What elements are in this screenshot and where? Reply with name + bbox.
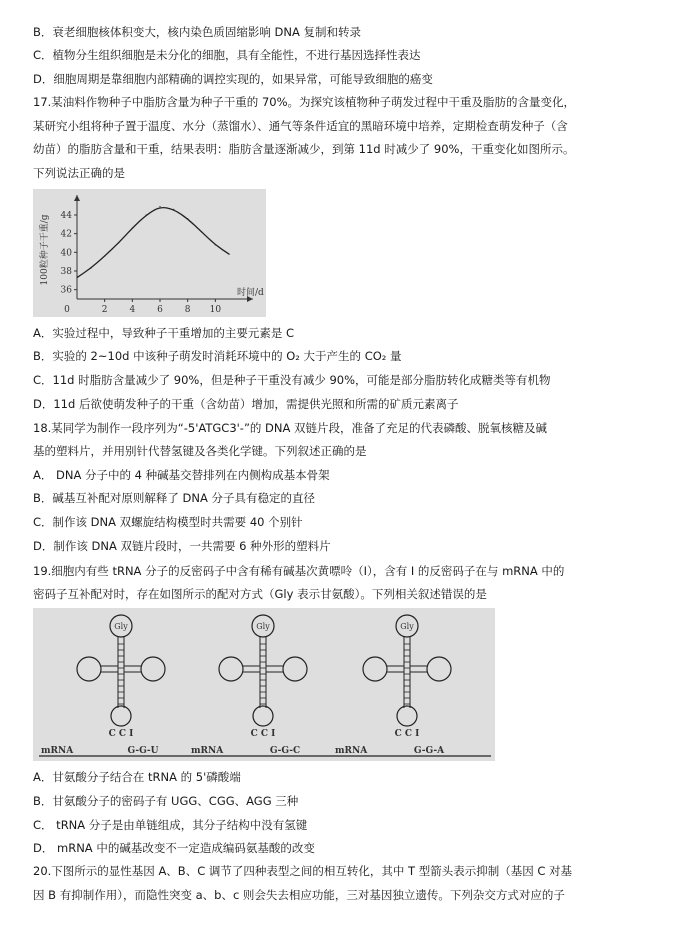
data-point bbox=[159, 206, 160, 207]
question-17-line-1: 17.某油料作物种子中脂肪含量为种子干重的 70%。为探究该植物种子萌发过程中干重及脂肪的含量变化， bbox=[33, 95, 575, 109]
chart-svg bbox=[33, 189, 266, 317]
x-tick-label: 8 bbox=[184, 305, 191, 315]
codon-label: G-G-A bbox=[413, 746, 445, 756]
origin-label: 0 bbox=[64, 305, 70, 315]
question-19-line-2: 密码子互补配对时，存在如图所示的配对方式（Gly 表示甘氨酸）。下列相关叙述错误的是 bbox=[33, 587, 487, 601]
arm-loop bbox=[77, 657, 101, 681]
question-17-prompt: 下列说法正确的是 bbox=[33, 166, 125, 180]
option-18c: C．制作该 DNA 双螺旋结构模型时共需要 40 个别针 bbox=[33, 515, 303, 529]
option-19a: A．甘氨酸分子结合在 tRNA 的 5'磷酸端 bbox=[33, 770, 241, 784]
anticodon-label: C C I bbox=[394, 729, 420, 739]
codon-label: G-G-C bbox=[269, 746, 301, 756]
arm-loop bbox=[427, 657, 451, 681]
option-16c: C．植物分生组织细胞是未分化的细胞，具有全能性，不进行基因选择性表达 bbox=[33, 48, 421, 62]
trna-pairing-figure bbox=[33, 608, 495, 761]
question-19-line-1: 19.细胞内有些 tRNA 分子的反密码子中含有稀有碱基次黄嘌呤（I），含有 I 的反密码子在与 mRNA 中的 bbox=[33, 564, 565, 578]
option-17a: A．实验过程中，导致种子干重增加的主要元素是 C bbox=[33, 326, 295, 340]
y-tick-label: 44 bbox=[60, 211, 72, 221]
anticodon-label: C C I bbox=[250, 729, 276, 739]
codon-label: G-G-U bbox=[127, 746, 159, 756]
option-16b: B．衰老细胞核体积变大，核内染色质固缩影响 DNA 复制和转录 bbox=[33, 25, 362, 39]
y-tick-label: 38 bbox=[60, 267, 72, 277]
data-point bbox=[104, 255, 105, 256]
option-18d: D．制作该 DNA 双链片段时，一共需要 6 种外形的塑料片 bbox=[33, 539, 331, 553]
data-point bbox=[215, 244, 216, 245]
gly-label: Gly bbox=[114, 622, 128, 631]
question-18-line-1: 18.某同学为制作一段序列为“-5'ATGC3'-”的 DNA 双链片段，准备了充足的代表磷酸、脱氧核糖及碱 bbox=[33, 421, 548, 435]
x-tick-label: 4 bbox=[129, 305, 136, 315]
trna-molecule bbox=[363, 615, 451, 756]
option-18b: B．碱基互补配对原则解释了 DNA 分子具有稳定的直径 bbox=[33, 491, 316, 505]
data-point bbox=[187, 218, 188, 219]
trna-molecule bbox=[219, 615, 307, 756]
data-point bbox=[173, 209, 174, 210]
y-tick-label: 36 bbox=[60, 285, 72, 296]
question-20-line-1: 20.下图所示的显性基因 A、B、C 调节了四种表型之间的相互转化，其中 T 型箭头表示抑制（基因 C 对基 bbox=[33, 864, 573, 878]
mrna-label-1: mRNA bbox=[41, 746, 74, 756]
x-axis-label: 时间/d bbox=[237, 288, 264, 298]
arm-loop bbox=[363, 657, 387, 681]
option-19d: D． mRNA 中的碱基改变不一定造成编码氨基酸的改变 bbox=[33, 841, 315, 855]
anticodon-loop bbox=[111, 706, 131, 726]
anticodon-loop bbox=[397, 706, 417, 726]
dry-weight-chart bbox=[33, 189, 266, 317]
data-point bbox=[201, 231, 202, 232]
anticodon-loop bbox=[253, 706, 273, 726]
x-tick-label: 6 bbox=[157, 305, 163, 315]
arm-loop bbox=[219, 657, 243, 681]
option-17d: D．11d 后欲使萌发种子的干重（含幼苗）增加，需提供光照和所需的矿质元素离子 bbox=[33, 397, 459, 411]
option-19b: B．甘氨酸分子的密码子有 UGG、CGG、AGG 三种 bbox=[33, 794, 299, 808]
mrna-label: mRNA bbox=[191, 746, 224, 756]
question-20-line-2: 因 B 有抑制作用），而隐性突变 a、b、c 则会失去相应功能，三对基因独立遗传。下列杂交方式对应的子 bbox=[33, 888, 565, 902]
arm-loop bbox=[141, 657, 165, 681]
y-tick-label: 40 bbox=[60, 248, 72, 259]
mrna-label: mRNA bbox=[335, 746, 368, 756]
option-19c: C． tRNA 分子是由单链组成，其分子结构中没有氢键 bbox=[33, 818, 308, 832]
trna-molecule bbox=[77, 615, 165, 756]
y-axis-arrow bbox=[74, 195, 80, 201]
option-16d: D．细胞周期是靠细胞内部精确的调控实现的，如果异常，可能导致细胞的癌变 bbox=[33, 72, 433, 86]
question-17-line-2: 某研究小组将种子置于温度、水分（蒸馏水）、通气等条件适宜的黑暗环境中培养，定期检查萌发种子（含 bbox=[33, 119, 568, 133]
data-point bbox=[118, 242, 119, 243]
data-point bbox=[229, 254, 230, 255]
data-point bbox=[132, 227, 133, 228]
question-17-line-3: 幼苗）的脂肪含量和干重，结果表明：脂肪含量逐渐减少，到第 11d 时减少了 90%，干重变化如图所示。 bbox=[33, 142, 575, 156]
question-18-line-2: 基的塑料片，并用别针代替氢键及各类化学键。下列叙述正确的是 bbox=[33, 444, 367, 458]
option-17b: B．实验的 2~10d 中该种子萌发时消耗环境中的 O₂ 大于产生的 CO₂ 量 bbox=[33, 349, 402, 363]
option-17c: C．11d 时脂肪含量减少了 90%，但是种子干重没有减少 90%，可能是部分脂肪转化成糖类等有机物 bbox=[33, 373, 551, 387]
x-tick-label: 10 bbox=[209, 305, 222, 315]
gly-label: Gly bbox=[400, 622, 414, 631]
gly-label: Gly bbox=[256, 622, 270, 631]
series-line bbox=[77, 208, 229, 278]
data-point bbox=[90, 268, 91, 269]
option-18a: A． DNA 分子中的 4 种碱基交替排列在内侧构成基本骨架 bbox=[33, 468, 330, 482]
arm-loop bbox=[283, 657, 307, 681]
data-point bbox=[76, 277, 77, 278]
anticodon-label: C C I bbox=[108, 729, 134, 739]
data-point bbox=[146, 214, 147, 215]
trna-svg bbox=[33, 608, 495, 761]
y-tick-label: 42 bbox=[60, 229, 72, 240]
y-axis-label: 100粒种子干重/g bbox=[40, 214, 50, 286]
x-tick-label: 2 bbox=[101, 305, 108, 315]
